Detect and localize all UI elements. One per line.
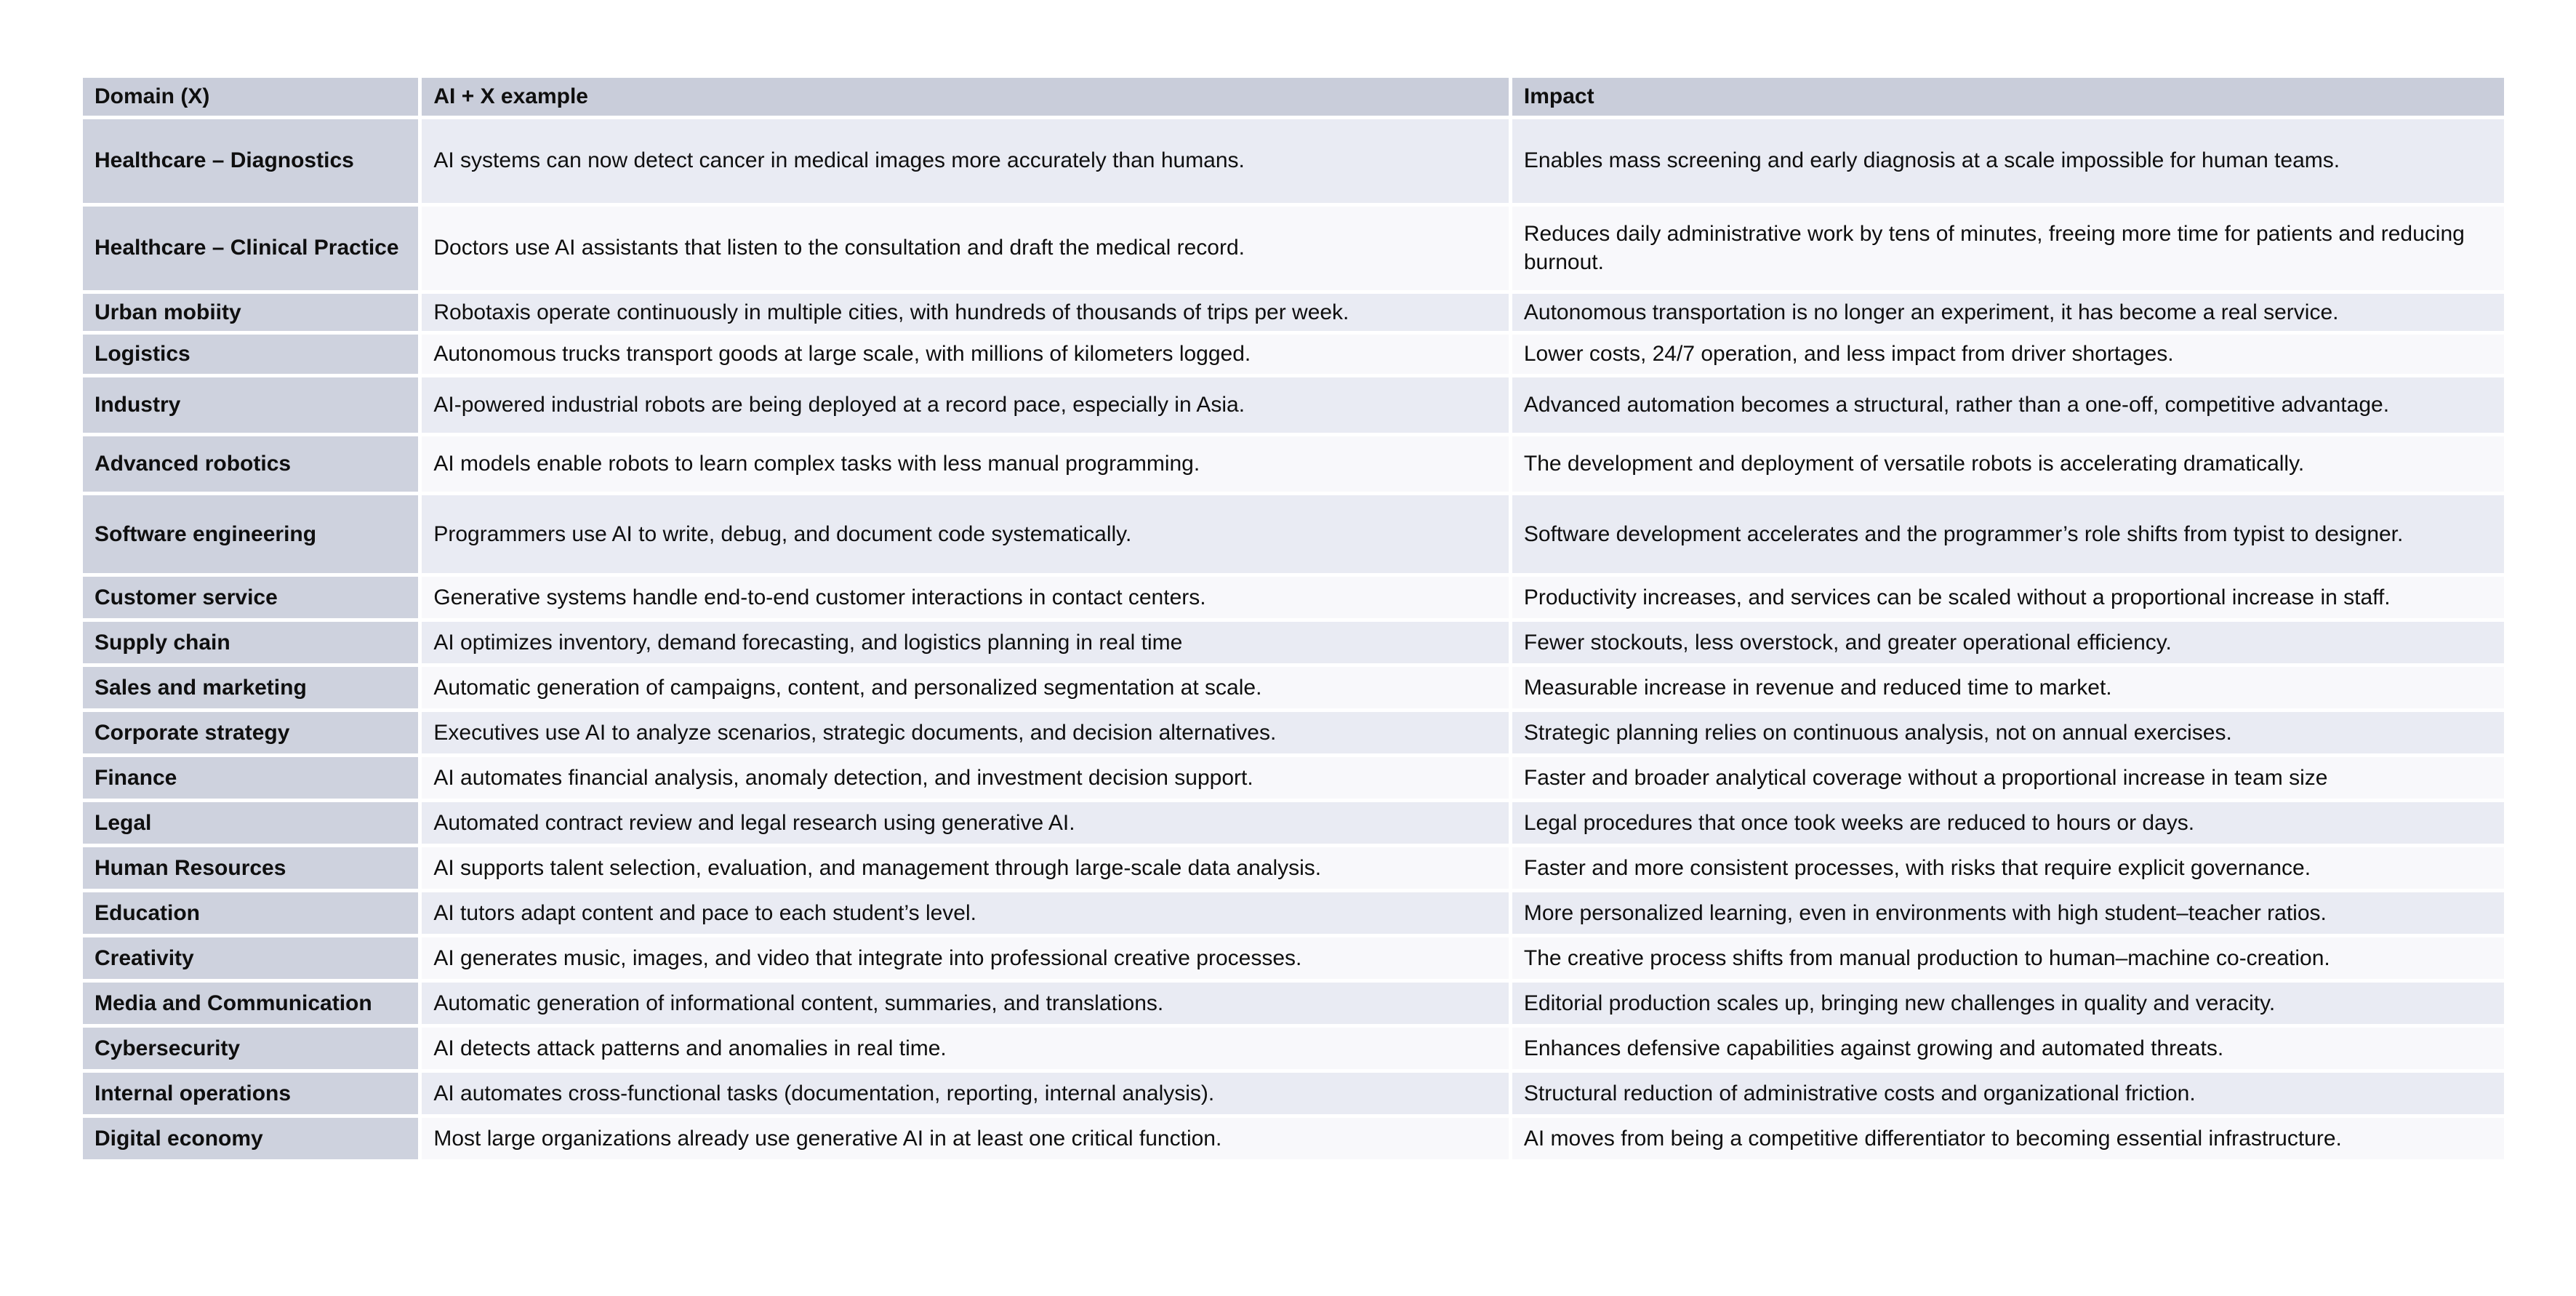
domain-cell: Corporate strategy — [83, 712, 418, 753]
table-row — [83, 207, 2504, 290]
example-cell: AI-powered industrial robots are being deployed at a record pace, especially in Asia. — [422, 377, 1509, 433]
table-row — [83, 937, 2504, 979]
domain-cell: Logistics — [83, 335, 418, 374]
table-row — [83, 892, 2504, 934]
example-cell: Generative systems handle end-to-end customer interactions in contact centers. — [422, 577, 1509, 618]
table-row — [83, 1118, 2504, 1159]
domain-cell: Supply chain — [83, 622, 418, 663]
impact-cell: Reduces daily administrative work by tens of minutes, freeing more time for patients and reducing burnout. — [1512, 207, 2504, 290]
example-cell: Automatic generation of informational content, summaries, and translations. — [422, 983, 1509, 1024]
table-row — [83, 1028, 2504, 1069]
domain-cell: Sales and marketing — [83, 667, 418, 708]
domain-cell: Cybersecurity — [83, 1028, 418, 1069]
impact-cell: Editorial production scales up, bringing new challenges in quality and veracity. — [1512, 983, 2504, 1024]
example-cell: Robotaxis operate continuously in multiple cities, with hundreds of thousands of trips per week. — [422, 294, 1509, 332]
table-row — [83, 667, 2504, 708]
example-cell: Automatic generation of campaigns, content, and personalized segmentation at scale. — [422, 667, 1509, 708]
domain-cell: Internal operations — [83, 1073, 418, 1114]
domain-cell: Healthcare – Clinical Practice — [83, 207, 418, 290]
impact-cell: Productivity increases, and services can be scaled without a proportional increase in staff. — [1512, 577, 2504, 618]
impact-cell: More personalized learning, even in environments with high student–teacher ratios. — [1512, 892, 2504, 934]
table-row — [83, 436, 2504, 492]
domain-cell: Software engineering — [83, 495, 418, 573]
impact-cell: Legal procedures that once took weeks are reduced to hours or days. — [1512, 802, 2504, 844]
impact-cell: Fewer stockouts, less overstock, and greater operational efficiency. — [1512, 622, 2504, 663]
ai-domains-table — [79, 74, 2508, 1163]
table-row — [83, 377, 2504, 433]
domain-cell: Media and Communication — [83, 983, 418, 1024]
impact-cell: Faster and broader analytical coverage without a proportional increase in team size — [1512, 757, 2504, 799]
table-row — [83, 335, 2504, 374]
example-cell: AI generates music, images, and video that integrate into professional creative processes. — [422, 937, 1509, 979]
table-row — [83, 802, 2504, 844]
impact-cell: Strategic planning relies on continuous analysis, not on annual exercises. — [1512, 712, 2504, 753]
domain-cell: Finance — [83, 757, 418, 799]
impact-cell: The development and deployment of versatile robots is accelerating dramatically. — [1512, 436, 2504, 492]
table-row — [83, 294, 2504, 332]
impact-cell: Measurable increase in revenue and reduced time to market. — [1512, 667, 2504, 708]
domain-cell: Industry — [83, 377, 418, 433]
table-row — [83, 577, 2504, 618]
table-row — [83, 622, 2504, 663]
domain-cell: Healthcare – Diagnostics — [83, 119, 418, 203]
example-cell: AI optimizes inventory, demand forecasting, and logistics planning in real time — [422, 622, 1509, 663]
example-cell: Executives use AI to analyze scenarios, strategic documents, and decision alternatives. — [422, 712, 1509, 753]
impact-cell: The creative process shifts from manual production to human–machine co-creation. — [1512, 937, 2504, 979]
impact-cell: Lower costs, 24/7 operation, and less impact from driver shortages. — [1512, 335, 2504, 374]
table-row — [83, 712, 2504, 753]
table-header-row — [83, 78, 2504, 116]
domain-cell: Legal — [83, 802, 418, 844]
ai-domains-table-container — [79, 74, 2508, 1163]
table-row — [83, 983, 2504, 1024]
domain-cell: Customer service — [83, 577, 418, 618]
impact-cell: Enables mass screening and early diagnosis at a scale impossible for human teams. — [1512, 119, 2504, 203]
example-cell: Most large organizations already use generative AI in at least one critical function. — [422, 1118, 1509, 1159]
domain-cell: Urban mobiity — [83, 294, 418, 332]
domain-cell: Advanced robotics — [83, 436, 418, 492]
example-cell: Autonomous trucks transport goods at large scale, with millions of kilometers logged. — [422, 335, 1509, 374]
example-cell: Doctors use AI assistants that listen to the consultation and draft the medical record. — [422, 207, 1509, 290]
example-cell: AI automates financial analysis, anomaly detection, and investment decision support. — [422, 757, 1509, 799]
impact-cell: Structural reduction of administrative costs and organizational friction. — [1512, 1073, 2504, 1114]
impact-cell: AI moves from being a competitive differentiator to becoming essential infrastructure. — [1512, 1118, 2504, 1159]
example-cell: AI tutors adapt content and pace to each student’s level. — [422, 892, 1509, 934]
impact-cell: Advanced automation becomes a structural, rather than a one-off, competitive advantage. — [1512, 377, 2504, 433]
table-row — [83, 495, 2504, 573]
example-cell: AI automates cross-functional tasks (documentation, reporting, internal analysis). — [422, 1073, 1509, 1114]
domain-cell: Human Resources — [83, 847, 418, 889]
column-header-example: AI + X example — [422, 78, 1509, 116]
domain-cell: Education — [83, 892, 418, 934]
example-cell: AI detects attack patterns and anomalies in real time. — [422, 1028, 1509, 1069]
example-cell: Automated contract review and legal research using generative AI. — [422, 802, 1509, 844]
example-cell: AI models enable robots to learn complex tasks with less manual programming. — [422, 436, 1509, 492]
table-row — [83, 847, 2504, 889]
impact-cell: Autonomous transportation is no longer an experiment, it has become a real service. — [1512, 294, 2504, 332]
impact-cell: Faster and more consistent processes, with risks that require explicit governance. — [1512, 847, 2504, 889]
impact-cell: Enhances defensive capabilities against growing and automated threats. — [1512, 1028, 2504, 1069]
impact-cell: Software development accelerates and the programmer’s role shifts from typist to designer. — [1512, 495, 2504, 573]
example-cell: AI systems can now detect cancer in medical images more accurately than humans. — [422, 119, 1509, 203]
column-header-domain: Domain (X) — [83, 78, 418, 116]
table-row — [83, 757, 2504, 799]
column-header-impact: Impact — [1512, 78, 2504, 116]
table-row — [83, 1073, 2504, 1114]
example-cell: AI supports talent selection, evaluation, and management through large-scale data analysis. — [422, 847, 1509, 889]
table-row — [83, 119, 2504, 203]
domain-cell: Creativity — [83, 937, 418, 979]
example-cell: Programmers use AI to write, debug, and document code systematically. — [422, 495, 1509, 573]
domain-cell: Digital economy — [83, 1118, 418, 1159]
